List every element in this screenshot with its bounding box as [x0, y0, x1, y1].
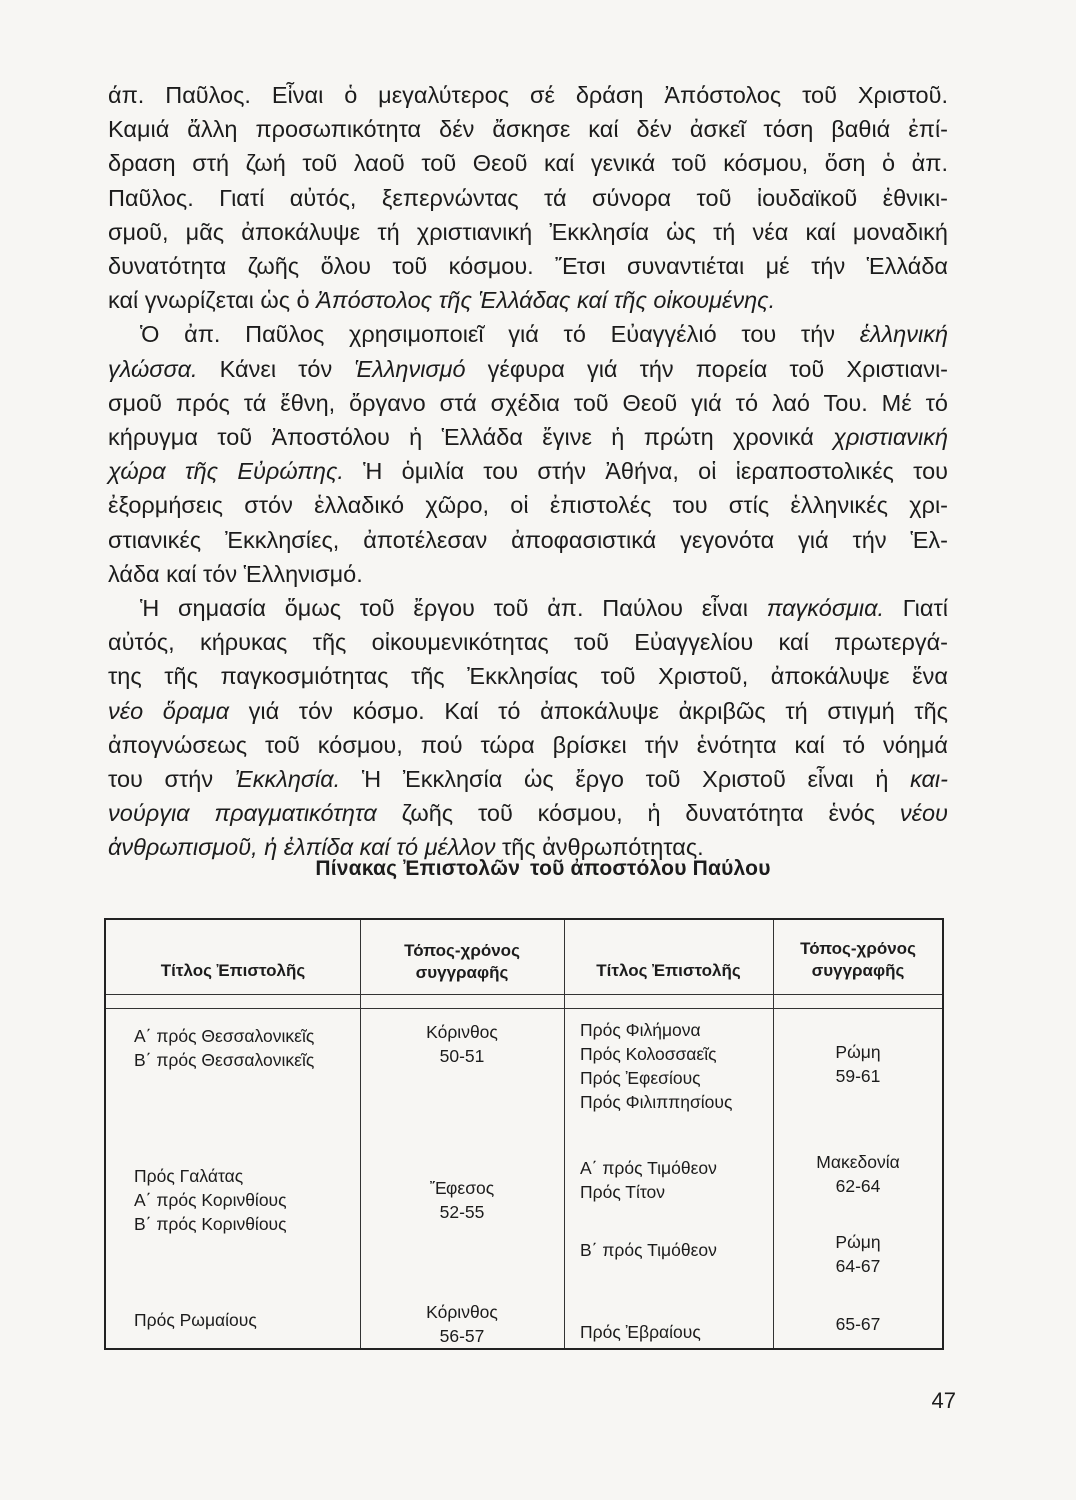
header-letter-title: Τίτλος Ἐπιστολῆς — [160, 961, 306, 980]
text-line: Ὁ ἀπ. Παῦλος χρησιμοποιεῖ γιά τό Εὐαγγέλιό του τήν ἑλληνική — [140, 321, 948, 348]
text-line: νέο ὅραμα γιά τόν κόσμο. Καί τό ἀποκάλυψε ἀκριβῶς τή στιγμή τῆς — [108, 697, 948, 724]
text-line: του στήν Ἐκκλησία. Ἡ Ἐκκλησία ὡς ἔργο τοῦ Χριστοῦ εἶναι ἡ και- — [108, 766, 948, 793]
letter-group — [580, 1320, 701, 1344]
place-date: Ρώμη 59-61 — [835, 1042, 881, 1086]
text-line: δραση στή ζωή τοῦ λαοῦ τοῦ Θεοῦ καί γενικά τοῦ κόσμου, ὅση ὁ ἀπ. — [108, 150, 948, 177]
letter-title: Α΄ πρός Κορινθίους — [134, 1190, 287, 1210]
place-date: Ρώμη 64-67 — [835, 1232, 881, 1276]
column-divider — [360, 920, 361, 1348]
text-line: ἀπογνώσεως τοῦ κόσμου, πού τώρα βρίσκει τήν ἑνότητα καί τό νόημά — [108, 731, 948, 758]
place-date: Μακεδονία 62-64 — [816, 1152, 900, 1196]
text-line: κήρυγμα τοῦ Ἀποστόλου ἡ Ἑλλάδα ἔγινε ἡ πρώτη χρονικά χριστιανική — [108, 424, 948, 451]
header-place-date: Τόπος-χρόνος συγγραφῆς — [800, 939, 916, 980]
letter-group — [134, 1024, 314, 1072]
text-line: δυνατότητα ζωῆς ὅλου τοῦ κόσμου. Ἔτσι συναντιέται μέ τήν Ἑλλάδα — [108, 253, 948, 280]
letter-group — [134, 1164, 287, 1236]
letter-title: Πρός Ἐφεσίους — [580, 1068, 701, 1088]
column-divider — [773, 920, 774, 1348]
place-date: Κόρινθος 50-51 — [426, 1022, 498, 1066]
text-line: ἀνθρωπισμοῦ, ἡ ἐλπίδα καί τό μέλλον τῆς ἀνθρωπότητας. — [108, 834, 704, 861]
header-divider — [106, 994, 942, 995]
place-date: 65-67 — [835, 1314, 881, 1334]
letter-title: Α΄ πρός Θεσσαλονικεῖς — [134, 1026, 315, 1046]
letter-title: Πρός Φιλήμονα — [580, 1020, 701, 1040]
letter-title: Α΄ πρός Τιμόθεον — [580, 1158, 717, 1178]
text-line: Παῦλος. Γιατί αὐτός, ξεπερνώντας τά σύνορα τοῦ ἰουδαϊκοῦ ἐθνικι- — [108, 184, 948, 211]
text-line: γλώσσα. Κάνει τόν Ἑλληνισμό γέφυρα γιά τήν πορεία τοῦ Χριστιανι- — [108, 355, 948, 382]
place-date: Ἔφεσος 52-55 — [429, 1178, 495, 1222]
text-line: της τῆς παγκοσμιότητας τῆς Ἐκκλησίας τοῦ Χριστοῦ, ἀποκάλυψε ἕνα — [108, 663, 948, 690]
text-line: καί γνωρίζεται ὡς ὁ Ἀπόστολος τῆς Ἑλλάδας καί τῆς οἰκουμένης. — [108, 287, 776, 314]
text-line: άπ. Παῦλος. Εἶναι ὁ μεγαλύτερος σέ δράση Ἀπόστολος τοῦ Χριστοῦ. — [108, 82, 948, 108]
letter-group — [580, 1156, 717, 1204]
text-line: στιανικές Ἐκκλησίες, ἀποτέλεσαν ἀποφασιστικά γεγονότα γιά τήν Ἑλ- — [108, 526, 948, 553]
header-place-date: Τόπος-χρόνος συγγραφῆς — [404, 941, 520, 982]
text-line: ἐξορμήσεις στόν ἑλλαδικό χῶρο, οἱ ἐπιστολές του στίς ἑλληνικές χρι- — [108, 492, 948, 519]
page-number: 47 — [931, 1388, 956, 1413]
letter-group — [580, 1018, 732, 1114]
column-divider — [564, 920, 565, 1348]
letter-title: Β΄ πρός Θεσσαλονικεῖς — [134, 1050, 315, 1070]
place-date: Κόρινθος 56-57 — [426, 1302, 498, 1346]
body-text — [108, 78, 948, 865]
letter-title: Πρός Κολοσσαεῖς — [580, 1044, 717, 1064]
letter-group — [134, 1308, 257, 1332]
letter-title: Πρός Φιλιππησίους — [580, 1092, 733, 1112]
letter-title: Πρός Τίτον — [580, 1182, 666, 1202]
text-line: σμοῦ πρός τά ἔθνη, ὄργανο στά σχέδια τοῦ Θεοῦ γιά τό λαό Του. Μέ τό — [108, 389, 948, 416]
letter-title: Β΄ πρός Κορινθίους — [134, 1214, 287, 1234]
letter-title: Β΄ πρός Τιμόθεον — [580, 1240, 717, 1260]
letter-title: Πρός Γαλάτας — [134, 1166, 244, 1186]
letter-group — [580, 1238, 717, 1262]
header-divider — [106, 1008, 942, 1009]
text-line: νούργια πραγματικότητα ζωῆς τοῦ κόσμου, ἡ δυνατότητα ἑνός νέου — [108, 800, 948, 827]
text-line: σμοῦ, μᾶς ἀποκάλυψε τή χριστιανική Ἐκκλησία ὡς τή νέα καί μοναδική — [108, 218, 948, 245]
header-letter-title: Τίτλος Ἐπιστολῆς — [596, 961, 741, 980]
text-line: Ἡ σημασία ὅμως τοῦ ἔργου τοῦ ἀπ. Παύλου εἶναι παγκόσμια. Γιατί — [140, 595, 948, 622]
text-line: χώρα τῆς Εὐρώπης. Ἡ ὁμιλία του στήν Ἀθήνα, οἱ ἱεραποστολικές του — [108, 458, 948, 485]
epistles-table — [104, 918, 944, 1350]
letter-title: Πρός Ρωμαίους — [134, 1310, 257, 1330]
text-line: λάδα καί τόν Ἑλληνισμό. — [108, 560, 363, 587]
letter-title: Πρός Ἐβραίους — [580, 1322, 701, 1342]
text-line: αὐτός, κήρυκας τῆς οἰκουμενικότητας τοῦ Εὐαγγελίου καί πρωτεργά- — [108, 629, 948, 656]
table-title: Πίνακας Ἐπιστολῶν τοῦ ἀποστόλου Παύλου — [315, 857, 771, 880]
text-line: Καμιά ἄλλη προσωπικότητα δέν ἄσκησε καί δέν ἀσκεῖ τόση βαθιά ἐπί- — [108, 116, 948, 143]
